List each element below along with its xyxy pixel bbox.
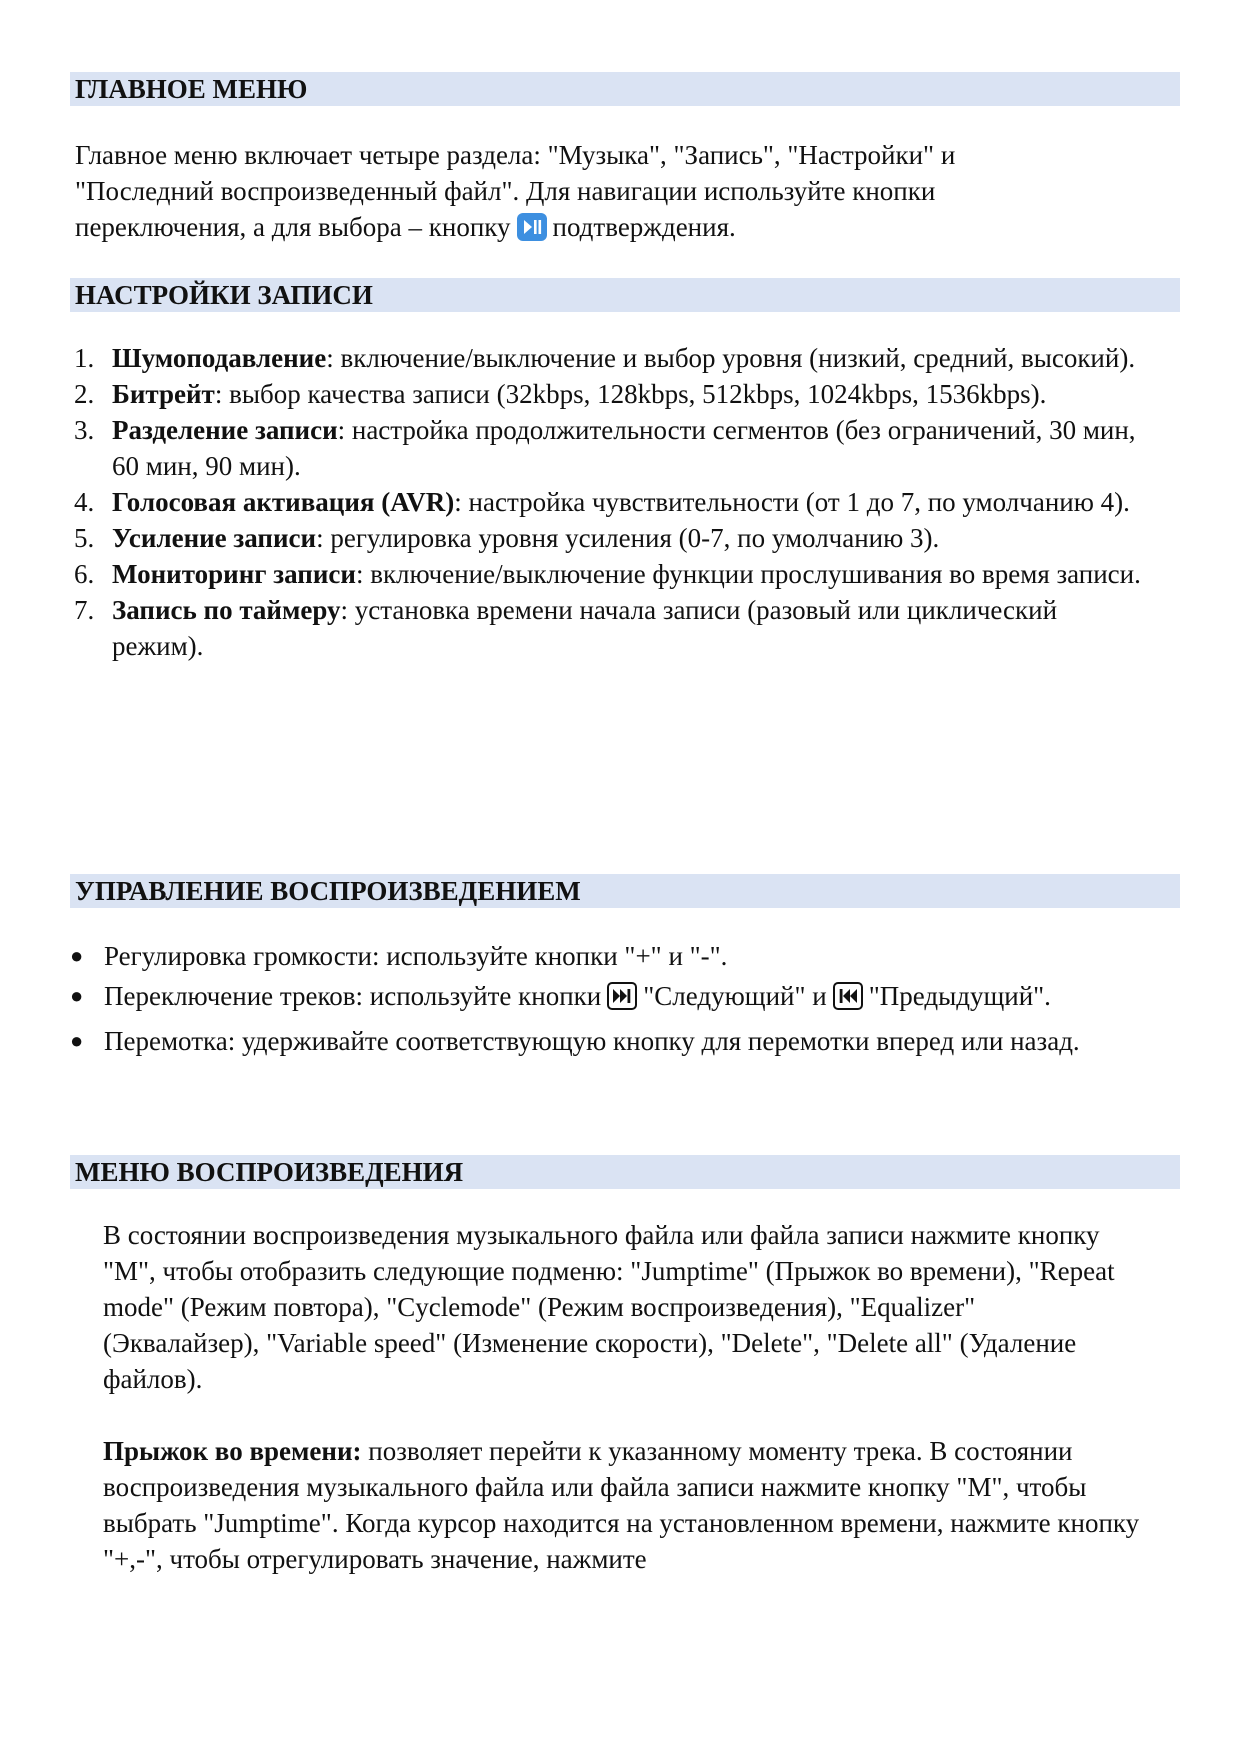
bullet-icon: ● [70,943,84,968]
previous-label: "Предыдущий". [868,981,1051,1011]
play-pause-icon [517,213,547,250]
item-desc: : настройка чувствительности (от 1 до 7, по умолчанию 4). [454,487,1130,517]
item-term: Разделение записи [112,415,338,445]
record-settings-heading: НАСТРОЙКИ ЗАПИСИ [70,278,1180,312]
previous-track-icon [833,982,863,1019]
playback-control-heading: УПРАВЛЕНИЕ ВОСПРОИЗВЕДЕНИЕМ [70,874,1180,908]
item-term: Битрейт [112,379,215,409]
item-term: Усиление записи [112,523,317,553]
playback-menu-intro: В состоянии воспроизведения музыкального файла или файла записи нажмите кнопку "M", чтобы отобразить следующие подменю: "Jumptime" (Прыжок во времени), "Repeat mode" (Режим повтора), "Cyclemode" (Режим воспроизведения), "Equalizer" (Эквалайзер), "Variable speed" (Изменение скорости), "Delete", "Delete all" (Удаление файлов). [103,1220,1115,1394]
jumptime-paragraph [103,1433,1148,1577]
item-desc: : настройка продолжительности сегментов (без ограничений, 30 мин, 60 мин, 90 мин). [112,415,1136,481]
bullet-icon: ● [70,1028,84,1053]
playback-menu-heading: МЕНЮ ВОСПРОИЗВЕДЕНИЯ [70,1155,1180,1189]
playback-control-list [70,938,1160,1063]
item-term: Мониторинг записи [112,559,356,589]
list-item [70,340,1150,376]
next-track-icon [607,982,637,1019]
main-menu-text: Главное меню включает четыре раздела: "Музыка", "Запись", "Настройки" и "Последний воспроизведенный файл". Для навигации используйте кнопки переключения, а для выбора – кнопку [75,140,956,242]
list-item [70,592,1150,664]
item-number: 2. [74,379,95,409]
item-number: 4. [74,487,95,517]
item-desc: : выбор качества записи (32kbps, 128kbps, 512kbps, 1024kbps, 1536kbps). [214,379,1047,409]
item-number: 1. [74,343,95,373]
list-item [70,412,1150,484]
item-desc: : регулировка уровня усиления (0-7, по умолчанию 3). [316,523,940,553]
list-item [70,484,1150,520]
main-menu-paragraph [75,137,1085,250]
list-item-tracks [70,978,1160,1019]
next-label: "Следующий" и [643,981,827,1011]
list-item-volume [70,938,1160,974]
item-term: Запись по таймеру [112,595,341,625]
item-number: 5. [74,523,95,553]
item-number: 7. [74,595,95,625]
jumptime-text: позволяет перейти к указанному моменту трека. В состоянии воспроизведения музыкального файла или файла записи нажмите кнопку "M", чтобы выбрать "Jumptime". Когда курсор находится на установленном времени, нажмите кнопку "+,-", чтобы отрегулировать значение, нажмите [103,1436,1140,1574]
jumptime-term: Прыжок во времени: [103,1436,362,1466]
list-item [70,376,1150,412]
main-menu-heading: ГЛАВНОЕ МЕНЮ [70,72,1180,106]
volume-text: Регулировка громкости: используйте кнопки "+" и "-". [104,941,728,971]
item-desc: : включение/выключение и выбор уровня (низкий, средний, высокий). [326,343,1136,373]
item-desc: : установка времени начала записи (разовый или циклический режим). [112,595,1058,661]
item-term: Голосовая активация (AVR) [112,487,455,517]
item-term: Шумоподавление [112,343,327,373]
item-number: 6. [74,559,95,589]
item-desc: : включение/выключение функции прослушивания во время записи. [355,559,1141,589]
tracks-text: Переключение треков: используйте кнопки [104,981,602,1011]
bullet-icon: ● [70,983,84,1008]
record-settings-list [70,340,1150,664]
rewind-text: Перемотка: удерживайте соответствующую кнопку для перемотки вперед или назад. [104,1026,1080,1056]
list-item [70,556,1150,592]
list-item-rewind [70,1023,1160,1059]
item-number: 3. [74,415,95,445]
main-menu-text-end: подтверждения. [552,212,736,242]
list-item [70,520,1150,556]
